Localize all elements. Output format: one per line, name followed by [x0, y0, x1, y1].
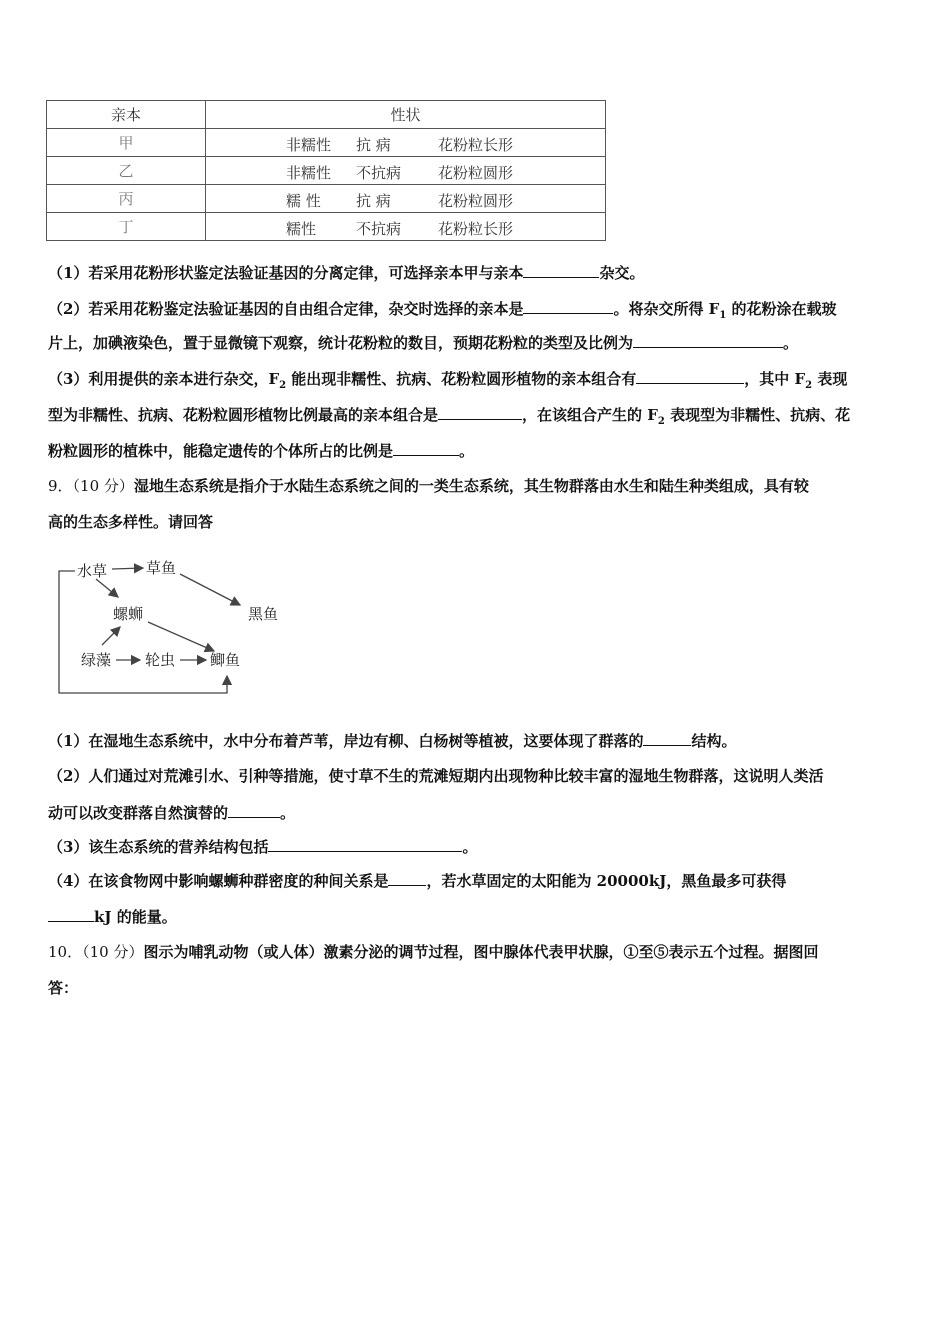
row-parent: 甲	[47, 129, 206, 157]
q8-part3-text-f: ，在该组合产生的 F	[522, 406, 658, 424]
q8-part2-text-b: 。将杂交所得 F	[613, 300, 720, 318]
row-parent: 乙	[47, 157, 206, 185]
node-jiyu: 鲫鱼	[210, 651, 241, 669]
answer-blank[interactable]	[523, 262, 599, 278]
header-parent: 亲本	[47, 101, 206, 129]
q8-part1-tail: 杂交。	[599, 264, 645, 282]
q9-part2-line2	[48, 802, 295, 823]
q8-part1	[48, 262, 644, 283]
answer-blank[interactable]	[388, 870, 426, 886]
trait-pollen: 花粉粒圆形	[438, 164, 514, 182]
trait-waxy: 糯 性	[286, 192, 321, 210]
q9-part2-line1	[48, 766, 823, 786]
q9-part3-text: （3）该生态系统的营养结构包括	[48, 838, 269, 856]
parent-traits-table	[46, 100, 606, 241]
answer-blank[interactable]	[393, 440, 459, 456]
trait-pollen: 花粉粒长形	[438, 220, 514, 238]
answer-blank[interactable]	[48, 906, 94, 922]
q9-part4-text: （4）在该食物网中影响螺蛳种群密度的种间关系是	[48, 872, 389, 890]
table-row	[47, 157, 606, 185]
header-trait: 性状	[206, 101, 606, 129]
q9-part3	[48, 836, 477, 857]
q9-part2-text: （2）人们通过对荒滩引水、引种等措施，使寸草不生的荒滩短期内出现物种比较丰富的湿地生物群落，这说明人类活	[48, 767, 824, 785]
node-lunchong: 轮虫	[145, 651, 176, 669]
q8-part3-line1	[48, 368, 847, 396]
q9-part1-text: （1）在湿地生态系统中，水中分布着芦苇，岸边有柳、白杨树等植被，这要体现了群落的	[48, 732, 644, 750]
q9-part1	[48, 730, 736, 751]
arrow-shuicao-luosi	[96, 579, 118, 597]
trait-pollen: 花粉粒圆形	[438, 192, 514, 210]
row-traits	[206, 185, 606, 213]
trait-waxy: 非糯性	[286, 136, 332, 154]
subscript: 2	[279, 380, 287, 391]
arrow-luosi-jiyu	[148, 622, 214, 651]
arrow-shuicao-jiyu	[59, 571, 227, 693]
q9-part4-text-b: ，若水草固定的太阳能为 20000kJ，黑鱼最多可获得	[426, 872, 787, 890]
trait-resistance: 抗 病	[356, 136, 391, 154]
answer-blank[interactable]	[228, 802, 280, 818]
node-shuicao: 水草	[77, 562, 108, 580]
question-number: 10．（10 分）	[48, 943, 144, 961]
arrow-lvzao-luosi	[102, 627, 120, 645]
q9-intro-line2	[48, 512, 213, 532]
answer-blank[interactable]	[268, 836, 462, 852]
q9-part2-tail: 。	[280, 804, 296, 822]
table-header-row	[47, 101, 606, 129]
row-parent: 丙	[47, 185, 206, 213]
q8-part3-text-d: 表现	[812, 370, 848, 388]
answer-blank[interactable]	[643, 730, 691, 746]
answer-blank[interactable]	[633, 332, 783, 348]
q8-part3-text-b: 能出现非糯性、抗病、花粉粒圆形植物的亲本组合有	[286, 370, 637, 388]
trait-waxy: 非糯性	[286, 164, 332, 182]
q10-text: 图示为哺乳动物（或人体）激素分泌的调节过程，图中腺体代表甲状腺，①至⑤表示五个过程。据图回	[143, 943, 819, 961]
q8-part3-text-h: 粉粒圆形的植株中，能稳定遗传的个体所占的比例是	[48, 442, 394, 460]
q9-part1-tail: 结构。	[691, 732, 737, 750]
q8-part3-text: （3）利用提供的亲本进行杂交，F	[48, 370, 280, 388]
node-lvzao: 绿藻	[81, 651, 112, 669]
q9-part4-line2	[48, 906, 177, 927]
q8-part3-text-c: ，其中 F	[744, 370, 806, 388]
q8-part3-line2	[48, 404, 850, 432]
trait-pollen: 花粉粒长形	[438, 136, 514, 154]
q8-part3-line3	[48, 440, 474, 461]
trait-resistance: 不抗病	[356, 164, 402, 182]
node-caoyu: 草鱼	[146, 559, 177, 577]
trait-resistance: 抗 病	[356, 192, 391, 210]
table-row	[47, 185, 606, 213]
row-traits	[206, 213, 606, 241]
table-row	[47, 213, 606, 241]
arrow-caoyu-heiyu	[180, 574, 240, 605]
answer-blank[interactable]	[523, 298, 613, 314]
q9-part3-tail: 。	[462, 838, 478, 856]
node-heiyu: 黑鱼	[248, 605, 279, 623]
q9-part4-line1	[48, 870, 786, 891]
q9-part4-tail: kJ 的能量。	[94, 908, 177, 926]
q9-intro-text-2: 高的生态多样性。请回答	[48, 513, 214, 531]
row-traits	[206, 157, 606, 185]
q9-intro-text: 湿地生态系统是指介于水陆生态系统之间的一类生态系统，其生物群落由水生和陆生种类组成，具有较	[133, 477, 809, 495]
answer-blank[interactable]	[636, 368, 744, 384]
q8-part2-line1	[48, 298, 837, 326]
table-row	[47, 129, 606, 157]
q9-intro-line1	[48, 476, 809, 496]
subscript: 2	[657, 416, 665, 427]
q8-part2-text-e: 。	[783, 334, 799, 352]
row-traits	[206, 129, 606, 157]
q8-part2-text: （2）若采用花粉鉴定法验证基因的自由组合定律，杂交时选择的亲本是	[48, 300, 524, 318]
q8-part2-text-d: 片上，加碘液染色，置于显微镜下观察，统计花粉粒的数目，预期花粉粒的类型及比例为	[48, 334, 634, 352]
q10-line1	[48, 942, 818, 962]
q8-part3-text-e: 型为非糯性、抗病、花粉粒圆形植物比例最高的亲本组合是	[48, 406, 439, 424]
trait-resistance: 不抗病	[356, 220, 402, 238]
q8-part1-text: （1）若采用花粉形状鉴定法验证基因的分离定律，可选择亲本甲与亲本	[48, 264, 524, 282]
arrow-shuicao-caoyu	[112, 568, 143, 569]
node-luosi: 螺蛳	[113, 605, 144, 623]
q8-part3-text-i: 。	[459, 442, 475, 460]
answer-blank[interactable]	[438, 404, 522, 420]
q9-part2-text-b: 动可以改变群落自然演替的	[48, 804, 229, 822]
q10-text-2: 答：	[48, 979, 79, 997]
subscript: 2	[805, 380, 813, 391]
question-number: 9．（10 分）	[48, 477, 134, 495]
food-web-diagram	[50, 550, 300, 700]
subscript: 1	[719, 310, 727, 321]
q8-part2-line2	[48, 332, 798, 353]
trait-waxy: 糯性	[286, 220, 317, 238]
q10-line2	[48, 978, 78, 998]
row-parent: 丁	[47, 213, 206, 241]
q8-part3-text-g: 表现型为非糯性、抗病、花	[664, 406, 851, 424]
q8-part2-text-c: 的花粉涂在载玻	[726, 300, 837, 318]
